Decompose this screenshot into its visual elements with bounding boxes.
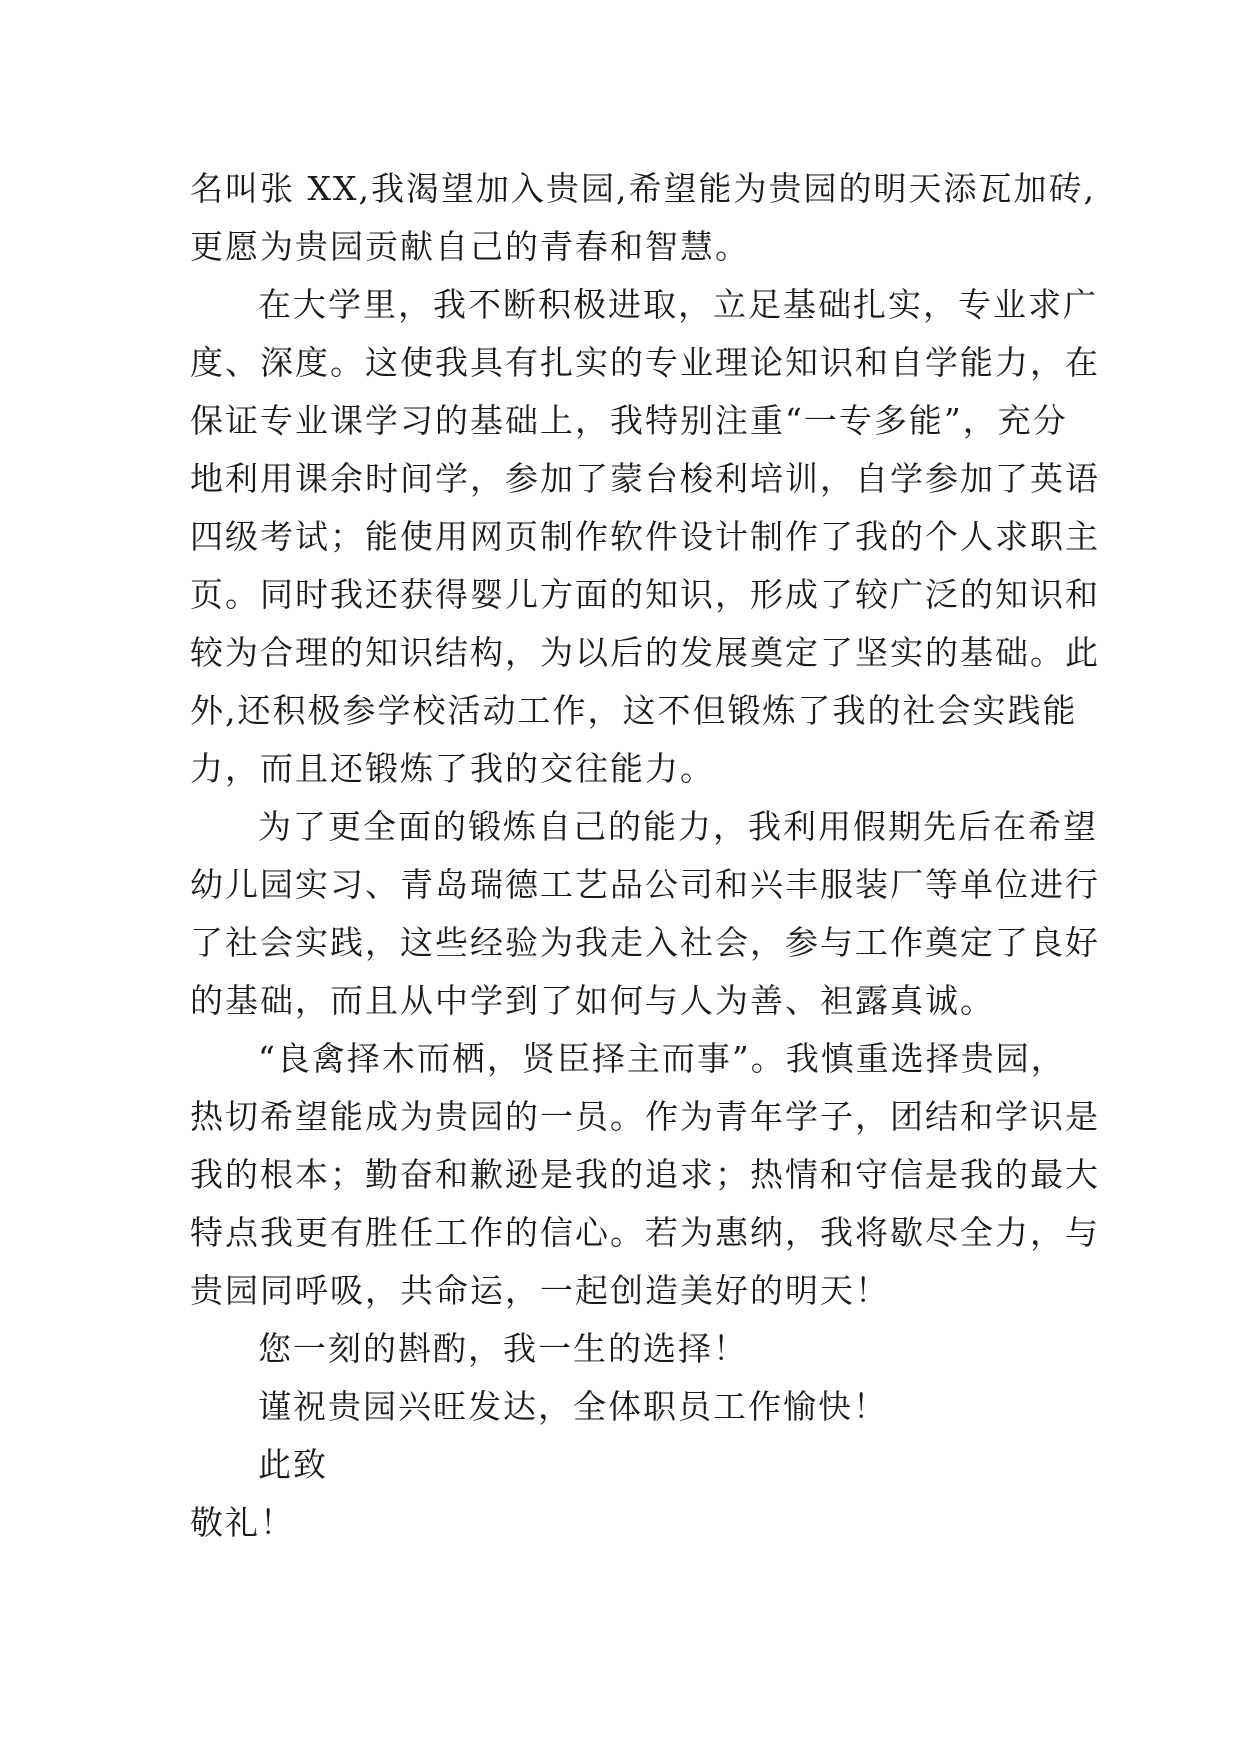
text-line: 您一刻的斟酌，我一生的选择！ xyxy=(258,1329,748,1368)
text-line: 更愿为贵园贡献自己的青春和智慧。 xyxy=(190,227,750,266)
text-line: 度、深度。这使我具有扎实的专业理论知识和自学能力，在 xyxy=(190,343,1100,382)
text-line: 谨祝贵园兴旺发达，全体职员工作愉快！ xyxy=(258,1387,888,1426)
text-line: 幼儿园实习、青岛瑞德工艺品公司和兴丰服装厂等单位进行 xyxy=(190,865,1100,904)
text-line: 地利用课余时间学，参加了蒙台梭利培训，自学参加了英语 xyxy=(190,459,1100,498)
text-line: “良禽择木而栖，贤臣择主而事”。我慎重选择贵园， xyxy=(258,1039,1066,1078)
letter-body xyxy=(190,160,1100,1552)
text-line: 贵园同呼吸，共命运，一起创造美好的明天！ xyxy=(190,1271,890,1310)
text-line: 在大学里，我不断积极进取，立足基础扎实，专业求广 xyxy=(258,285,1098,324)
text-line: 的基础，而且从中学到了如何与人为善、袒露真诚。 xyxy=(190,981,995,1020)
text-line: 我的根本；勤奋和歉逊是我的追求；热情和守信是我的最大 xyxy=(190,1155,1100,1194)
text-line: 力，而且还锻炼了我的交往能力。 xyxy=(190,749,715,788)
text-line: 保证专业课学习的基础上，我特别注重“一专多能”，充分 xyxy=(190,401,1068,440)
text-line: 了社会实践，这些经验为我走入社会，参与工作奠定了良好 xyxy=(190,923,1100,962)
text-line: 外,还积极参学校活动工作，这不但锻炼了我的社会实践能 xyxy=(190,691,1078,730)
text-line: 敬礼！ xyxy=(190,1503,295,1542)
text-line: 四级考试；能使用网页制作软件设计制作了我的个人求职主 xyxy=(190,517,1100,556)
text-line: 较为合理的知识结构，为以后的发展奠定了坚实的基础。此 xyxy=(190,633,1100,672)
text-line: 页。同时我还获得婴儿方面的知识，形成了较广泛的知识和 xyxy=(190,575,1100,614)
text-line: 为了更全面的锻炼自己的能力，我利用假期先后在希望 xyxy=(258,807,1098,846)
text-line: 此致 xyxy=(258,1445,328,1484)
text-line: 特点我更有胜任工作的信心。若为惠纳，我将歇尽全力，与 xyxy=(190,1213,1100,1252)
text-line: 名叫张 XX,我渴望加入贵园,希望能为贵园的明天添瓦加砖, xyxy=(190,169,1096,208)
text-line: 热切希望能成为贵园的一员。作为青年学子，团结和学识是 xyxy=(190,1097,1100,1136)
